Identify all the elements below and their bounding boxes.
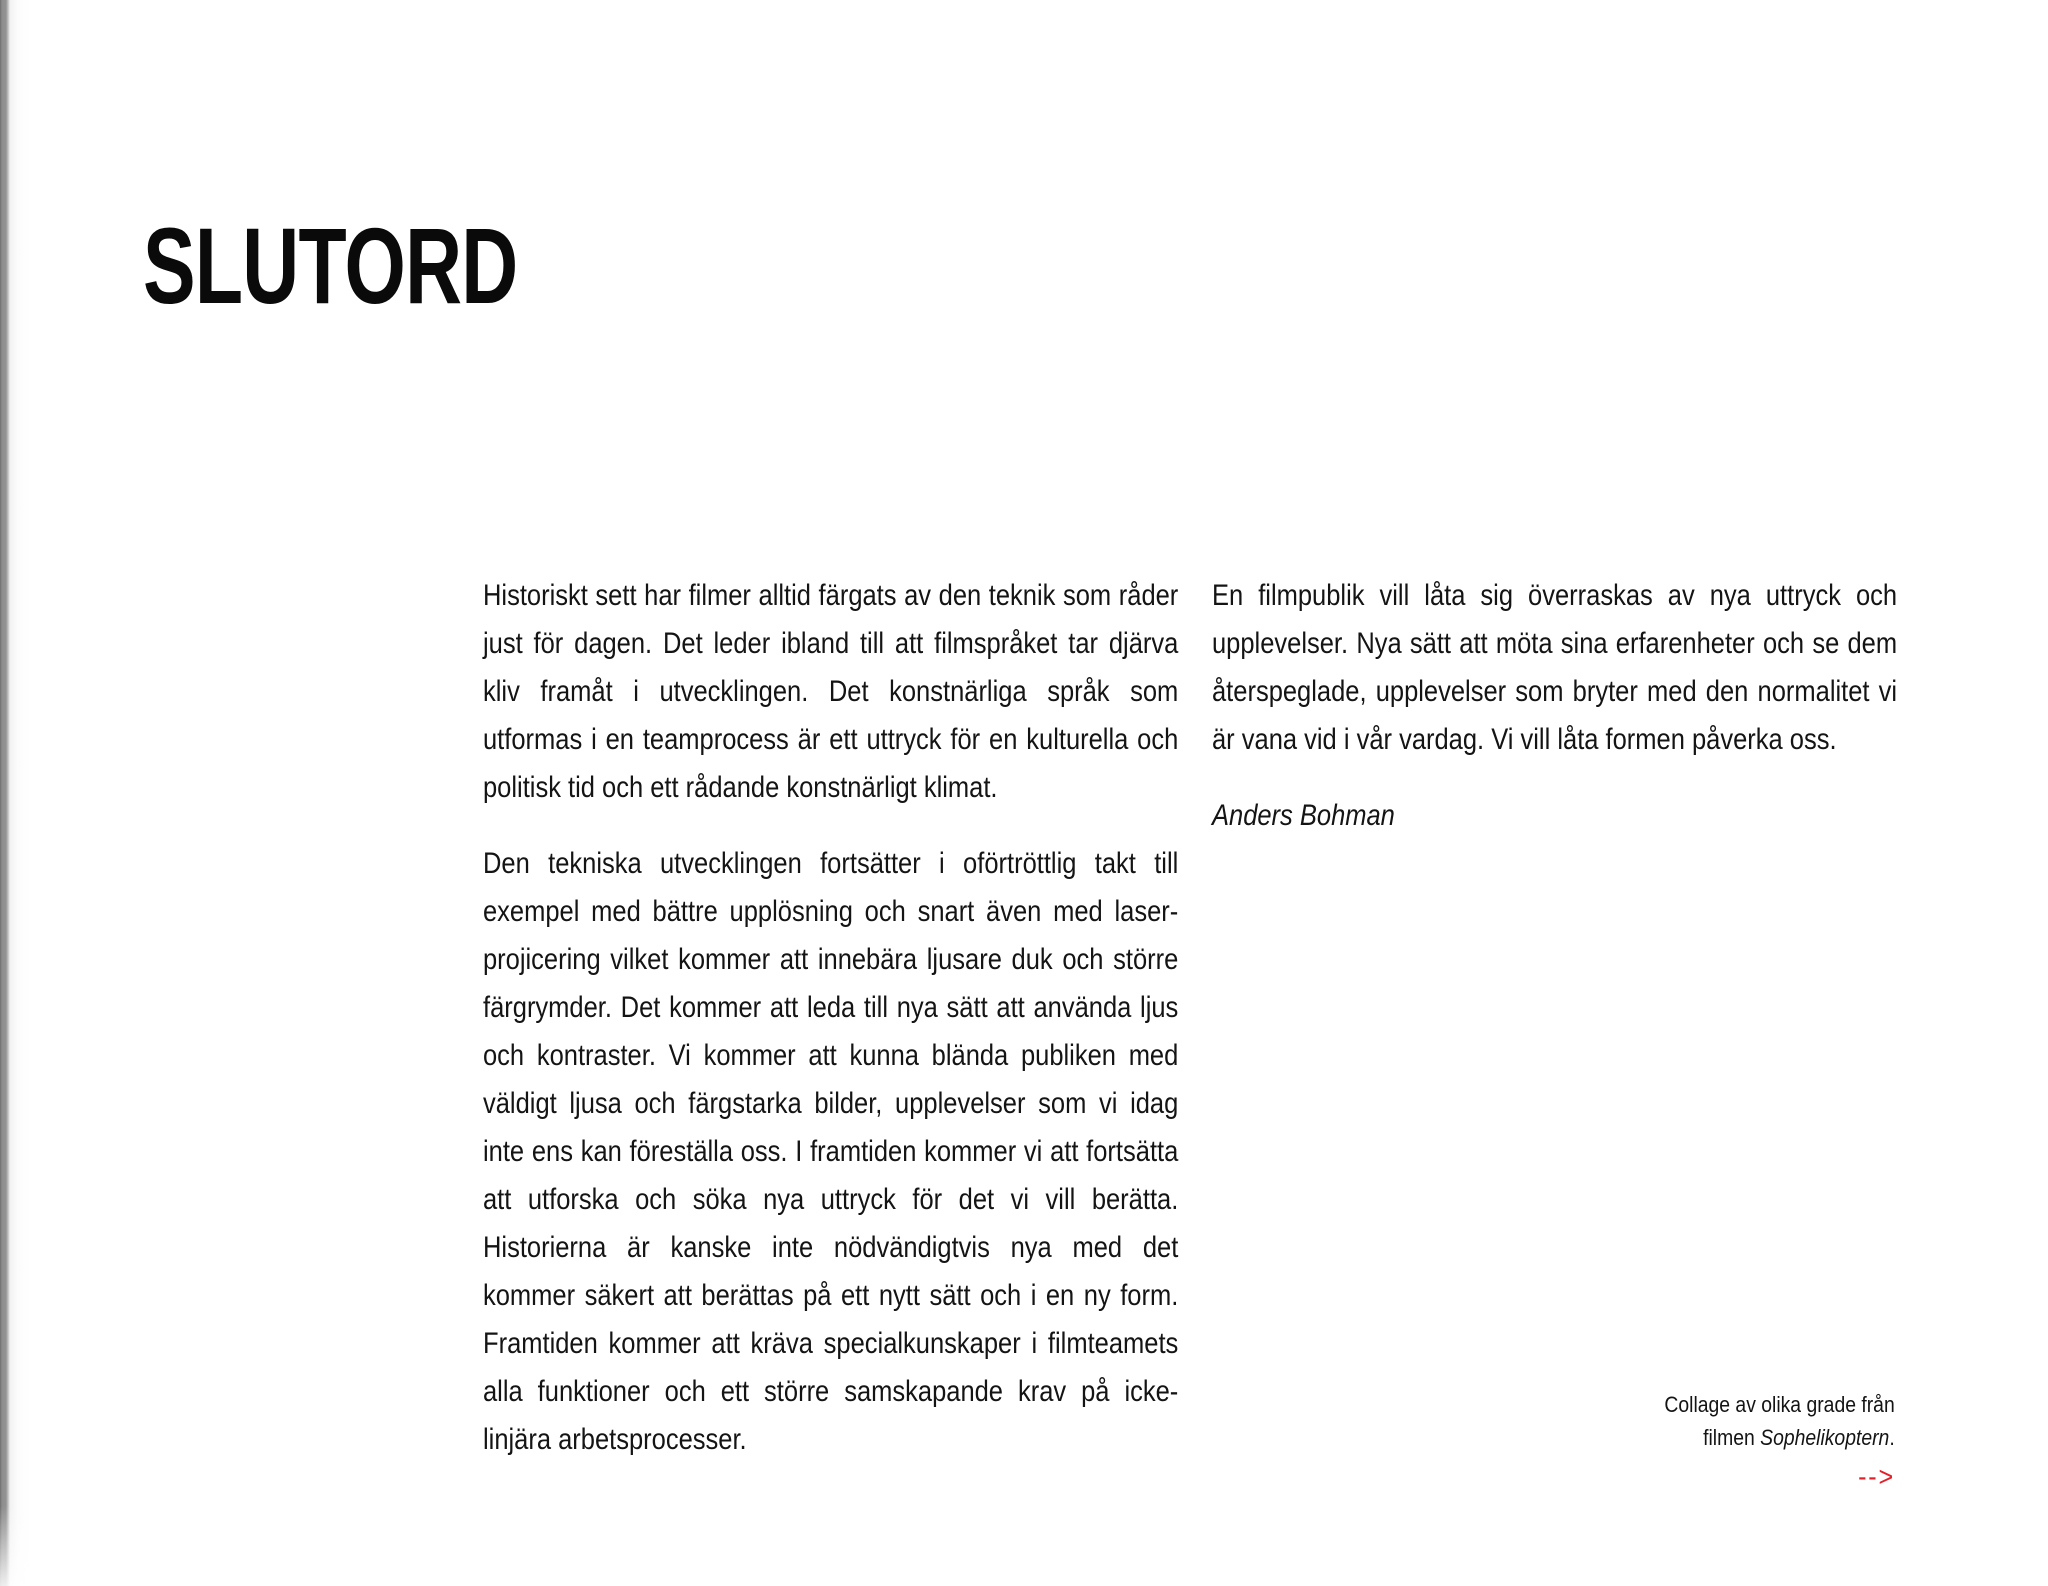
page-binding-edge xyxy=(0,0,30,1586)
body-column-left xyxy=(483,572,1178,1492)
column-right-paragraphs xyxy=(1212,572,1897,764)
author-signature: Anders Bohman xyxy=(1212,799,1395,832)
body-column-right xyxy=(1212,572,1897,840)
page-title: SLUTORD xyxy=(143,205,518,327)
next-page-arrow: --> xyxy=(1858,1461,1895,1492)
caption-line2-suffix: . xyxy=(1889,1425,1895,1450)
caption-film-title: Sophelikoptern xyxy=(1760,1425,1890,1450)
caption-line2-prefix: filmen xyxy=(1703,1425,1756,1450)
body-paragraph: En filmpublik vill låta sig överraskas av nya uttryck och upplevelser. Nya sätt att möta sina erfarenheter och se dem återspeglade, upplevelser som bryter med den normalitet vi är vana vid i vår vardag. Vi vill låta formen påverka oss. xyxy=(1212,579,1898,756)
body-paragraph: Den tekniska utvecklingen fortsätter i oförtröttlig takt till exempel med bättre upplösning och snart även med laserprojicering vilket kommer att innebära ljusare duk och större färgrymder. Det kommer att leda till nya sätt att använda ljus och kontraster. Vi kommer att kunna blända publiken med väldigt ljusa och färgstarka bilder, upplevelser som vi idag inte ens kan föreställa oss. I framtiden kommer vi att fortsätta att utforska och söka nya uttryck för det vi vill berätta. Historierna är kanske inte nödvändigtvis nya med det kommer säkert att berättas på ett nytt sätt och i en ny form. Framtiden kommer att kräva specialkunskaper i filmteamets alla funktioner och ett större samskapande krav på icke-linjära arbetsprocesser. xyxy=(483,847,1179,1456)
image-caption xyxy=(1665,1388,1895,1454)
column-left-paragraphs xyxy=(483,572,1178,1464)
caption-line1: Collage av olika grade från xyxy=(1664,1392,1895,1417)
body-paragraph: Historiskt sett har filmer alltid färgats av den teknik som råder just för dagen. Det leder ibland till att filmspråket tar djärva kliv framåt i utvecklingen. Det konstnärliga språk som utformas i en teamprocess är ett uttryck för en kulturella och politisk tid och ett rådande konstnärligt klimat. xyxy=(483,579,1179,804)
